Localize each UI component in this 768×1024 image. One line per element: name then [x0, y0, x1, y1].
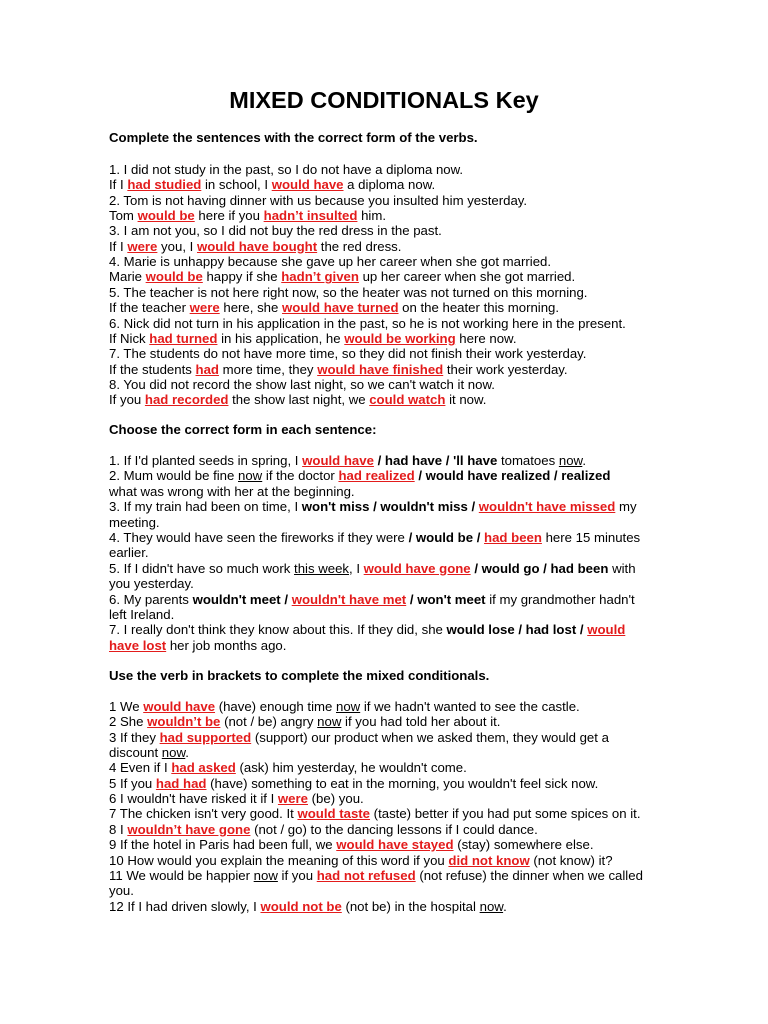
answer-span: wouldn’t be [147, 714, 221, 730]
underlined-word-span: now [161, 745, 186, 761]
text-span: (have) something to eat in the morning, you wouldn't feel sick now. [206, 775, 599, 791]
answer-span: would have stayed [336, 837, 454, 853]
text-span: 2. Tom is not having dinner with us because you insulted him yesterday. [109, 192, 528, 208]
text-span: 8 I [109, 821, 128, 837]
text-span: if the doctor [262, 468, 339, 484]
sentence-line [109, 331, 729, 346]
text-span: If you [109, 392, 145, 408]
option-span: / won't meet [406, 591, 486, 607]
text-span: 4. Marie is unhappy because she gave up her career when she got married. [109, 254, 552, 270]
text-span: you yesterday. [109, 576, 194, 592]
text-span: 1. I did not study in the past, so I do not have a diploma now. [109, 162, 464, 177]
sentence-line [109, 515, 729, 530]
underlined-word-span: now [317, 714, 342, 730]
underlined-word-span: now [253, 867, 278, 883]
answer-span: were [189, 300, 220, 316]
text-span: tomatoes [497, 453, 559, 468]
sentence-line [109, 837, 729, 852]
text-span: 1 We [109, 699, 144, 714]
text-span: 5. The teacher is not here right now, so the heater was not turned on this morning. [109, 284, 588, 300]
sentence-line [109, 868, 729, 883]
text-span: 2 She [109, 714, 148, 730]
section-heading: Choose the correct form in each sentence: [109, 422, 377, 437]
sentence-line [109, 760, 729, 775]
text-span: in school, I [201, 177, 272, 193]
answer-span: would have gone [363, 560, 471, 576]
section-heading: Use the verb in brackets to complete the mixed conditionals. [109, 668, 490, 683]
text-span: (not refuse) the dinner when we called [415, 867, 643, 883]
text-span: 10 How would you explain the meaning of this word if you [109, 852, 449, 868]
text-span: 8. You did not record the show last night, so we can't watch it now. [109, 376, 495, 392]
text-span: 4 Even if I [109, 760, 172, 776]
text-span: 3. If my train had been on time, I [109, 499, 302, 515]
sentence-line [109, 346, 729, 361]
text-span: . [185, 745, 189, 761]
answer-span: did not know [448, 852, 530, 868]
sentence-line [109, 745, 729, 760]
text-span: Tom [109, 208, 138, 224]
text-span: if we hadn't wanted to see the castle. [360, 699, 580, 714]
answer-span: hadn’t given [281, 269, 359, 285]
text-span: 7. The students do not have more time, so they did not finish their work yesterday. [109, 346, 587, 362]
text-span: the show last night, we [228, 392, 370, 408]
text-span: here 15 minutes [541, 530, 641, 545]
answer-span: had studied [127, 177, 202, 193]
text-span: 3 If they [109, 729, 160, 745]
text-span: their work yesterday. [443, 361, 568, 377]
sentence-line [109, 285, 729, 300]
sentence-line [109, 468, 729, 483]
text-span: (not / go) to the dancing lessons if I could dance. [250, 821, 538, 837]
text-span: If I [109, 238, 128, 254]
sentence-line [109, 484, 729, 499]
option-span: wouldn't meet / [192, 591, 292, 607]
text-span: her job months ago. [166, 637, 287, 653]
sentence-line [109, 177, 729, 192]
sentence-line [109, 561, 729, 576]
answer-span: would be [145, 269, 203, 285]
sentence-line [109, 499, 729, 514]
text-span: 6. My parents [109, 591, 193, 607]
text-span: happy if she [202, 269, 282, 285]
answer-span: had been [484, 530, 542, 545]
page-title: MIXED CONDITIONALS Key [229, 87, 539, 113]
text-span: Marie [109, 269, 146, 285]
text-span: (be) you. [307, 791, 364, 807]
text-span: on the heater this morning. [398, 300, 560, 316]
text-span: 5. If I didn't have so much work [109, 560, 295, 576]
answer-span: had had [155, 775, 207, 791]
text-span: If the teacher [109, 300, 190, 316]
text-span: here now. [455, 330, 517, 346]
text-span: in his application, he [217, 330, 345, 346]
answer-span: had asked [171, 760, 236, 776]
sentence-line [109, 699, 729, 714]
text-span: . [503, 898, 507, 914]
text-span: a diploma now. [343, 177, 436, 193]
answer-span: were [127, 238, 158, 254]
text-span: discount [109, 745, 162, 761]
sentence-line [109, 776, 729, 791]
sentence-line [109, 592, 729, 607]
text-span: (not know) it? [529, 852, 613, 868]
sentence-line [109, 730, 729, 745]
text-span: it now. [445, 392, 487, 408]
text-span: the red dress. [317, 238, 402, 254]
text-span: 12 If I had driven slowly, I [109, 898, 261, 914]
underlined-word-span: now [479, 898, 504, 914]
answer-span: would have [143, 699, 216, 714]
text-span: 6 I wouldn't have risked it if I [109, 791, 278, 807]
answer-span: hadn’t insulted [263, 208, 358, 224]
option-span: won't miss / wouldn't miss / [301, 499, 479, 515]
text-span: with [608, 560, 636, 576]
sentence-line [109, 162, 729, 177]
sentence-line [109, 208, 729, 223]
sentence-line [109, 239, 729, 254]
answer-span: would not be [260, 898, 342, 914]
sentence-line [109, 545, 729, 560]
sentence-line [109, 638, 729, 653]
text-span: 3. I am not you, so I did not buy the red dress in the past. [109, 223, 442, 239]
sentence-line [109, 714, 729, 729]
sentence-line [109, 269, 729, 284]
answer-span: wouldn’t have gone [127, 821, 251, 837]
sentence-line [109, 853, 729, 868]
answer-span: would have bought [196, 238, 318, 254]
sentence-line [109, 377, 729, 392]
text-span: (not / be) angry [220, 714, 318, 730]
answer-span: would have [302, 453, 374, 468]
text-span: my [615, 499, 637, 515]
option-span: would lose / had lost / [446, 622, 588, 638]
sentence-line [109, 530, 729, 545]
option-span: / would be / [408, 530, 485, 545]
underlined-word-span: now [336, 699, 361, 714]
text-span: if you had told her about it. [341, 714, 501, 730]
sentence-line [109, 453, 729, 468]
text-span: 1. If I'd planted seeds in spring, I [109, 453, 303, 468]
sentence-line [109, 392, 729, 407]
text-span: (taste) better if you had put some spices on it. [370, 806, 641, 822]
answer-span: would have [271, 177, 344, 193]
sentence-line [109, 622, 729, 637]
answer-span: would be [137, 208, 195, 224]
underlined-word-span: this week [294, 560, 350, 576]
text-span: if my grandmother hadn't [485, 591, 635, 607]
answer-span: had [195, 361, 219, 377]
text-span: , I [349, 560, 364, 576]
sentence-line [109, 883, 729, 898]
text-span: 5 If you [109, 775, 156, 791]
text-span: here if you [194, 208, 264, 224]
answer-span: had recorded [144, 392, 229, 408]
sentence-line [109, 223, 729, 238]
text-span: (ask) him yesterday, he wouldn't come. [235, 760, 467, 776]
text-span: up her career when she got married. [358, 269, 576, 285]
text-span: you, I [157, 238, 197, 254]
text-span: (not be) in the hospital [341, 898, 480, 914]
text-span: earlier. [109, 545, 149, 561]
answer-span: had realized [338, 468, 415, 484]
answer-span: had supported [159, 729, 252, 745]
text-span: him. [357, 208, 386, 224]
text-span: what was wrong with her at the beginning. [109, 483, 355, 499]
text-span: 9 If the hotel in Paris had been full, we [109, 837, 337, 853]
sentence-line [109, 316, 729, 331]
sentence-line [109, 806, 729, 821]
text-span: 11 We would be happier [109, 867, 254, 883]
answer-span: had not refused [316, 867, 416, 883]
answer-span: would have finished [317, 361, 444, 377]
text-span: If Nick [109, 330, 150, 346]
sentence-line [109, 193, 729, 208]
answer-span: have lost [109, 637, 167, 653]
text-span: if you [277, 867, 317, 883]
answer-span: were [277, 791, 308, 807]
sentence-line [109, 791, 729, 806]
text-span: 6. Nick did not turn in his application in the past, so he is not working here in the present. [109, 315, 626, 331]
text-span: you. [109, 883, 134, 899]
text-span: 7. I really don't think they know about this. If they did, she [109, 622, 447, 638]
text-span: more time, they [218, 361, 318, 377]
text-span: (support) our product when we asked them, they would get a [251, 729, 609, 745]
answer-span: could watch [369, 392, 446, 408]
underlined-word-span: now [558, 453, 583, 468]
text-span: If the students [109, 361, 196, 377]
sentence-line [109, 822, 729, 837]
answer-span: wouldn't have missed [478, 499, 616, 515]
answer-span: wouldn't have met [291, 591, 407, 607]
underlined-word-span: now [238, 468, 263, 484]
sentence-line [109, 254, 729, 269]
text-span: 7 The chicken isn't very good. It [109, 806, 298, 822]
text-span: left Ireland. [109, 607, 175, 622]
answer-span: had turned [149, 330, 218, 346]
text-span: . [582, 453, 586, 468]
option-span: / had have / 'll have [373, 453, 498, 468]
sentence-line [109, 899, 729, 914]
text-span: 2. Mum would be fine [109, 468, 239, 484]
sentence-line [109, 300, 729, 315]
section-heading: Complete the sentences with the correct form of the verbs. [109, 130, 478, 145]
sentence-line [109, 607, 729, 622]
answer-span: would have turned [282, 300, 399, 316]
answer-span: would taste [297, 806, 371, 822]
text-span: 4. They would have seen the fireworks if they were [109, 530, 409, 545]
text-span: here, she [219, 300, 283, 316]
answer-span: would [587, 622, 626, 638]
sentence-line [109, 362, 729, 377]
option-span: / would have realized / realized [414, 468, 611, 484]
text-span: If I [109, 177, 128, 193]
option-span: / would go / had been [470, 560, 609, 576]
sentence-line [109, 576, 729, 591]
text-span: meeting. [109, 514, 160, 530]
text-span: (stay) somewhere else. [453, 837, 594, 853]
answer-span: would be working [344, 330, 456, 346]
text-span: (have) enough time [215, 699, 336, 714]
